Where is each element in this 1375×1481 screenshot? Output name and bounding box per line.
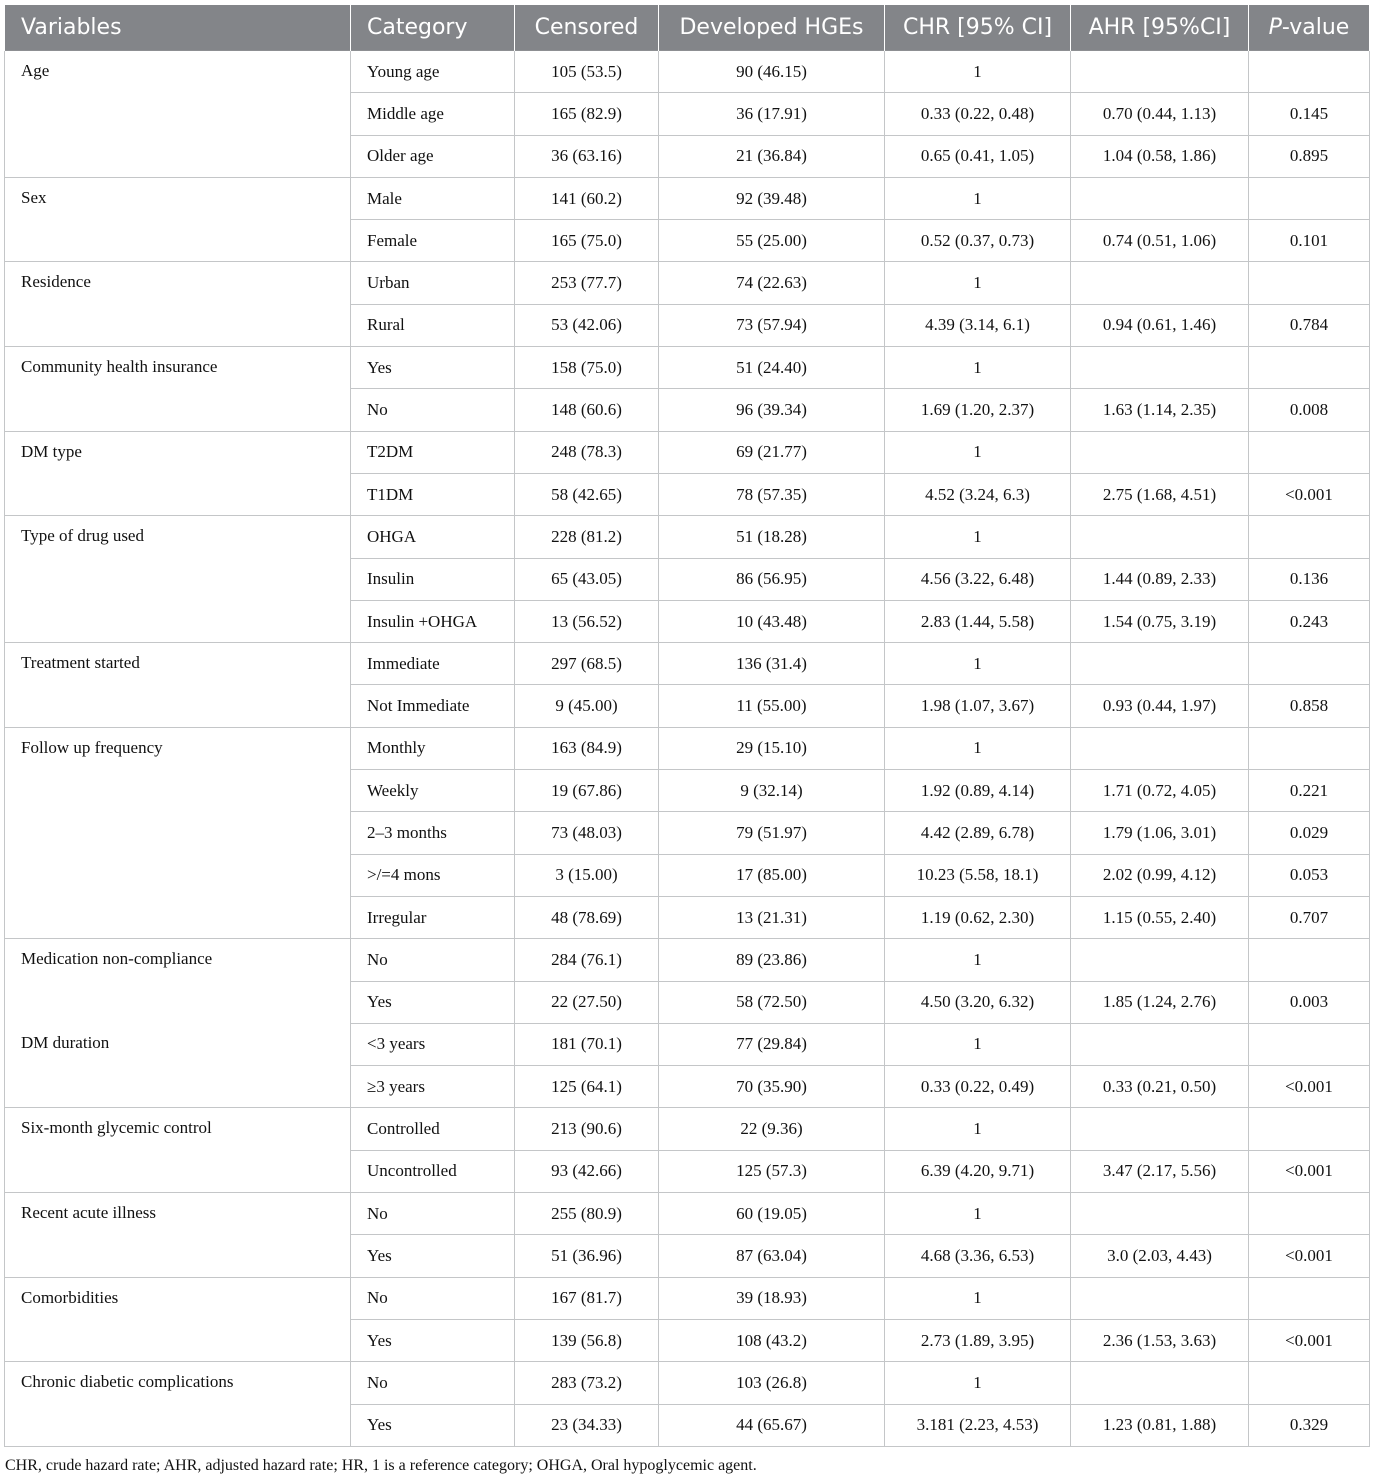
chr-cell: 1	[885, 1108, 1071, 1150]
p-value-cell: 0.145	[1249, 93, 1370, 135]
p-value-cell	[1249, 516, 1370, 558]
censored-cell: 65 (43.05)	[515, 558, 659, 600]
ahr-cell	[1071, 939, 1249, 981]
category-cell: No	[351, 939, 515, 981]
variable-cell: DM type	[5, 431, 351, 516]
category-cell: Not Immediate	[351, 685, 515, 727]
category-cell: T2DM	[351, 431, 515, 473]
category-cell: Insulin +OHGA	[351, 600, 515, 642]
variable-cell: Community health insurance	[5, 347, 351, 432]
developed-hges-cell: 125 (57.3)	[659, 1150, 885, 1192]
chr-cell: 1	[885, 1023, 1071, 1065]
developed-hges-cell: 17 (85.00)	[659, 854, 885, 896]
censored-cell: 13 (56.52)	[515, 600, 659, 642]
category-cell: T1DM	[351, 473, 515, 515]
ahr-cell: 3.47 (2.17, 5.56)	[1071, 1150, 1249, 1192]
chr-cell: 1	[885, 1277, 1071, 1319]
ahr-cell	[1071, 516, 1249, 558]
p-value-cell	[1249, 939, 1370, 981]
chr-cell: 1	[885, 177, 1071, 219]
header-developed-hges: Developed HGEs	[659, 5, 885, 51]
variable-cell: Recent acute illness	[5, 1193, 351, 1278]
category-cell: Immediate	[351, 643, 515, 685]
category-cell: Male	[351, 177, 515, 219]
ahr-cell	[1071, 177, 1249, 219]
chr-cell: 0.65 (0.41, 1.05)	[885, 135, 1071, 177]
censored-cell: 283 (73.2)	[515, 1362, 659, 1404]
hazard-table-container	[4, 5, 1369, 1447]
ahr-cell: 1.71 (0.72, 4.05)	[1071, 770, 1249, 812]
p-value-cell: 0.707	[1249, 896, 1370, 938]
censored-cell: 93 (42.66)	[515, 1150, 659, 1192]
censored-cell: 139 (56.8)	[515, 1319, 659, 1361]
developed-hges-cell: 136 (31.4)	[659, 643, 885, 685]
p-value-cell	[1249, 51, 1370, 93]
variable-cell: Treatment started	[5, 643, 351, 728]
header-censored: Censored	[515, 5, 659, 51]
variable-cell: DM duration	[5, 1023, 351, 1108]
p-value-cell: 0.329	[1249, 1404, 1370, 1446]
category-cell: Yes	[351, 1319, 515, 1361]
p-value-cell: <0.001	[1249, 1319, 1370, 1361]
variable-cell: Type of drug used	[5, 516, 351, 643]
category-cell: Uncontrolled	[351, 1150, 515, 1192]
ahr-cell: 0.93 (0.44, 1.97)	[1071, 685, 1249, 727]
p-value-cell: <0.001	[1249, 1235, 1370, 1277]
ahr-cell: 2.02 (0.99, 4.12)	[1071, 854, 1249, 896]
p-value-cell: 0.221	[1249, 770, 1370, 812]
p-value-cell	[1249, 643, 1370, 685]
ahr-cell	[1071, 262, 1249, 304]
category-cell: <3 years	[351, 1023, 515, 1065]
table-row	[5, 1362, 1370, 1404]
developed-hges-cell: 70 (35.90)	[659, 1066, 885, 1108]
p-value-cell	[1249, 177, 1370, 219]
header-variables: Variables	[5, 5, 351, 51]
ahr-cell: 1.04 (0.58, 1.86)	[1071, 135, 1249, 177]
category-cell: >/=4 mons	[351, 854, 515, 896]
chr-cell: 1.98 (1.07, 3.67)	[885, 685, 1071, 727]
developed-hges-cell: 108 (43.2)	[659, 1319, 885, 1361]
p-value-cell: 0.053	[1249, 854, 1370, 896]
ahr-cell	[1071, 431, 1249, 473]
ahr-cell	[1071, 347, 1249, 389]
p-value-cell	[1249, 1362, 1370, 1404]
category-cell: Young age	[351, 51, 515, 93]
table-row	[5, 1023, 1370, 1065]
p-value-cell: <0.001	[1249, 1150, 1370, 1192]
category-cell: Yes	[351, 1235, 515, 1277]
censored-cell: 167 (81.7)	[515, 1277, 659, 1319]
censored-cell: 141 (60.2)	[515, 177, 659, 219]
category-cell: Middle age	[351, 93, 515, 135]
developed-hges-cell: 87 (63.04)	[659, 1235, 885, 1277]
category-cell: Yes	[351, 1404, 515, 1446]
developed-hges-cell: 29 (15.10)	[659, 727, 885, 769]
ahr-cell	[1071, 727, 1249, 769]
censored-cell: 165 (82.9)	[515, 93, 659, 135]
chr-cell: 10.23 (5.58, 18.1)	[885, 854, 1071, 896]
p-value-cell	[1249, 1277, 1370, 1319]
censored-cell: 22 (27.50)	[515, 981, 659, 1023]
chr-cell: 1	[885, 727, 1071, 769]
category-cell: Yes	[351, 347, 515, 389]
censored-cell: 58 (42.65)	[515, 473, 659, 515]
category-cell: Older age	[351, 135, 515, 177]
category-cell: Insulin	[351, 558, 515, 600]
table-row	[5, 939, 1370, 981]
censored-cell: 19 (67.86)	[515, 770, 659, 812]
category-cell: Urban	[351, 262, 515, 304]
censored-cell: 53 (42.06)	[515, 304, 659, 346]
ahr-cell: 3.0 (2.03, 4.43)	[1071, 1235, 1249, 1277]
ahr-cell: 0.74 (0.51, 1.06)	[1071, 220, 1249, 262]
chr-cell: 0.33 (0.22, 0.48)	[885, 93, 1071, 135]
table-row	[5, 347, 1370, 389]
header-chr: CHR [95% CI]	[885, 5, 1071, 51]
censored-cell: 228 (81.2)	[515, 516, 659, 558]
censored-cell: 163 (84.9)	[515, 727, 659, 769]
variable-cell: Chronic diabetic complications	[5, 1362, 351, 1447]
ahr-cell	[1071, 1193, 1249, 1235]
ahr-cell: 2.75 (1.68, 4.51)	[1071, 473, 1249, 515]
p-value-cell: 0.243	[1249, 600, 1370, 642]
developed-hges-cell: 39 (18.93)	[659, 1277, 885, 1319]
category-cell: Rural	[351, 304, 515, 346]
chr-cell: 1	[885, 1193, 1071, 1235]
chr-cell: 4.52 (3.24, 6.3)	[885, 473, 1071, 515]
developed-hges-cell: 77 (29.84)	[659, 1023, 885, 1065]
chr-cell: 4.56 (3.22, 6.48)	[885, 558, 1071, 600]
developed-hges-cell: 13 (21.31)	[659, 896, 885, 938]
censored-cell: 297 (68.5)	[515, 643, 659, 685]
table-row	[5, 516, 1370, 558]
developed-hges-cell: 51 (18.28)	[659, 516, 885, 558]
header-ahr: AHR [95%CI]	[1071, 5, 1249, 51]
chr-cell: 0.33 (0.22, 0.49)	[885, 1066, 1071, 1108]
table-row	[5, 1108, 1370, 1150]
chr-cell: 4.50 (3.20, 6.32)	[885, 981, 1071, 1023]
censored-cell: 9 (45.00)	[515, 685, 659, 727]
p-value-cell	[1249, 1108, 1370, 1150]
variable-cell: Sex	[5, 177, 351, 262]
ahr-cell: 2.36 (1.53, 3.63)	[1071, 1319, 1249, 1361]
table-row	[5, 431, 1370, 473]
ahr-cell: 0.94 (0.61, 1.46)	[1071, 304, 1249, 346]
ahr-cell: 1.63 (1.14, 2.35)	[1071, 389, 1249, 431]
p-value-cell	[1249, 431, 1370, 473]
variable-cell: Six-month glycemic control	[5, 1108, 351, 1193]
ahr-cell	[1071, 1108, 1249, 1150]
variable-cell: Follow up frequency	[5, 727, 351, 938]
p-value-cell	[1249, 727, 1370, 769]
category-cell: OHGA	[351, 516, 515, 558]
developed-hges-cell: 96 (39.34)	[659, 389, 885, 431]
p-value-cell	[1249, 262, 1370, 304]
table-row	[5, 262, 1370, 304]
ahr-cell	[1071, 1023, 1249, 1065]
developed-hges-cell: 73 (57.94)	[659, 304, 885, 346]
chr-cell: 1.69 (1.20, 2.37)	[885, 389, 1071, 431]
chr-cell: 6.39 (4.20, 9.71)	[885, 1150, 1071, 1192]
chr-cell: 2.73 (1.89, 3.95)	[885, 1319, 1071, 1361]
p-value-cell	[1249, 1023, 1370, 1065]
category-cell: Controlled	[351, 1108, 515, 1150]
ahr-cell	[1071, 1277, 1249, 1319]
ahr-cell: 1.54 (0.75, 3.19)	[1071, 600, 1249, 642]
p-value-cell: 0.008	[1249, 389, 1370, 431]
category-cell: No	[351, 1362, 515, 1404]
chr-cell: 1	[885, 1362, 1071, 1404]
ahr-cell: 1.79 (1.06, 3.01)	[1071, 812, 1249, 854]
developed-hges-cell: 60 (19.05)	[659, 1193, 885, 1235]
developed-hges-cell: 78 (57.35)	[659, 473, 885, 515]
developed-hges-cell: 21 (36.84)	[659, 135, 885, 177]
ahr-cell: 1.23 (0.81, 1.88)	[1071, 1404, 1249, 1446]
developed-hges-cell: 44 (65.67)	[659, 1404, 885, 1446]
category-cell: Weekly	[351, 770, 515, 812]
variable-cell: Comorbidities	[5, 1277, 351, 1362]
table-row	[5, 51, 1370, 93]
p-value-cell: 0.029	[1249, 812, 1370, 854]
table-row	[5, 1277, 1370, 1319]
p-value-cell: 0.895	[1249, 135, 1370, 177]
ahr-cell: 1.44 (0.89, 2.33)	[1071, 558, 1249, 600]
ahr-cell	[1071, 51, 1249, 93]
table-row	[5, 1193, 1370, 1235]
censored-cell: 51 (36.96)	[515, 1235, 659, 1277]
developed-hges-cell: 51 (24.40)	[659, 347, 885, 389]
table-row	[5, 643, 1370, 685]
chr-cell: 0.52 (0.37, 0.73)	[885, 220, 1071, 262]
table-row	[5, 727, 1370, 769]
category-cell: No	[351, 1193, 515, 1235]
ahr-cell: 1.15 (0.55, 2.40)	[1071, 896, 1249, 938]
header-category: Category	[351, 5, 515, 51]
censored-cell: 48 (78.69)	[515, 896, 659, 938]
category-cell: No	[351, 1277, 515, 1319]
category-cell: No	[351, 389, 515, 431]
censored-cell: 181 (70.1)	[515, 1023, 659, 1065]
category-cell: Irregular	[351, 896, 515, 938]
developed-hges-cell: 9 (32.14)	[659, 770, 885, 812]
developed-hges-cell: 79 (51.97)	[659, 812, 885, 854]
hazard-table	[4, 5, 1370, 1447]
developed-hges-cell: 58 (72.50)	[659, 981, 885, 1023]
chr-cell: 1.92 (0.89, 4.14)	[885, 770, 1071, 812]
censored-cell: 105 (53.5)	[515, 51, 659, 93]
ahr-cell: 1.85 (1.24, 2.76)	[1071, 981, 1249, 1023]
censored-cell: 3 (15.00)	[515, 854, 659, 896]
ahr-cell: 0.70 (0.44, 1.13)	[1071, 93, 1249, 135]
chr-cell: 1.19 (0.62, 2.30)	[885, 896, 1071, 938]
developed-hges-cell: 11 (55.00)	[659, 685, 885, 727]
p-value-cell: 0.136	[1249, 558, 1370, 600]
censored-cell: 165 (75.0)	[515, 220, 659, 262]
censored-cell: 158 (75.0)	[515, 347, 659, 389]
chr-cell: 4.68 (3.36, 6.53)	[885, 1235, 1071, 1277]
chr-cell: 1	[885, 643, 1071, 685]
censored-cell: 213 (90.6)	[515, 1108, 659, 1150]
p-value-cell: 0.784	[1249, 304, 1370, 346]
category-cell: Monthly	[351, 727, 515, 769]
variable-cell: Residence	[5, 262, 351, 347]
chr-cell: 1	[885, 347, 1071, 389]
chr-cell: 1	[885, 262, 1071, 304]
censored-cell: 125 (64.1)	[515, 1066, 659, 1108]
p-value-cell: <0.001	[1249, 1066, 1370, 1108]
table-footnote: CHR, crude hazard rate; AHR, adjusted hazard rate; HR, 1 is a reference category; OHGA, Oral hypoglycemic agent.	[5, 1457, 757, 1474]
header-p-value-text: P-value	[1268, 15, 1350, 40]
developed-hges-cell: 10 (43.48)	[659, 600, 885, 642]
p-value-cell	[1249, 347, 1370, 389]
developed-hges-cell: 89 (23.86)	[659, 939, 885, 981]
ahr-cell: 0.33 (0.21, 0.50)	[1071, 1066, 1249, 1108]
developed-hges-cell: 92 (39.48)	[659, 177, 885, 219]
category-cell: 2–3 months	[351, 812, 515, 854]
developed-hges-cell: 86 (56.95)	[659, 558, 885, 600]
ahr-cell	[1071, 643, 1249, 685]
developed-hges-cell: 90 (46.15)	[659, 51, 885, 93]
table-body	[5, 51, 1370, 1447]
chr-cell: 1	[885, 939, 1071, 981]
developed-hges-cell: 74 (22.63)	[659, 262, 885, 304]
chr-cell: 4.39 (3.14, 6.1)	[885, 304, 1071, 346]
p-value-cell: 0.101	[1249, 220, 1370, 262]
p-value-cell: 0.003	[1249, 981, 1370, 1023]
category-cell: ≥3 years	[351, 1066, 515, 1108]
censored-cell: 248 (78.3)	[515, 431, 659, 473]
developed-hges-cell: 22 (9.36)	[659, 1108, 885, 1150]
table-row	[5, 177, 1370, 219]
censored-cell: 148 (60.6)	[515, 389, 659, 431]
chr-cell: 1	[885, 431, 1071, 473]
developed-hges-cell: 103 (26.8)	[659, 1362, 885, 1404]
developed-hges-cell: 55 (25.00)	[659, 220, 885, 262]
p-value-cell	[1249, 1193, 1370, 1235]
category-cell: Yes	[351, 981, 515, 1023]
chr-cell: 2.83 (1.44, 5.58)	[885, 600, 1071, 642]
header-p-value	[1249, 5, 1370, 51]
censored-cell: 255 (80.9)	[515, 1193, 659, 1235]
variable-cell: Age	[5, 51, 351, 178]
chr-cell: 4.42 (2.89, 6.78)	[885, 812, 1071, 854]
p-value-cell: 0.858	[1249, 685, 1370, 727]
chr-cell: 3.181 (2.23, 4.53)	[885, 1404, 1071, 1446]
p-value-cell: <0.001	[1249, 473, 1370, 515]
censored-cell: 73 (48.03)	[515, 812, 659, 854]
censored-cell: 284 (76.1)	[515, 939, 659, 981]
developed-hges-cell: 36 (17.91)	[659, 93, 885, 135]
censored-cell: 36 (63.16)	[515, 135, 659, 177]
censored-cell: 253 (77.7)	[515, 262, 659, 304]
developed-hges-cell: 69 (21.77)	[659, 431, 885, 473]
chr-cell: 1	[885, 51, 1071, 93]
header-row	[5, 5, 1370, 51]
chr-cell: 1	[885, 516, 1071, 558]
variable-cell: Medication non-compliance	[5, 939, 351, 1024]
category-cell: Female	[351, 220, 515, 262]
censored-cell: 23 (34.33)	[515, 1404, 659, 1446]
ahr-cell	[1071, 1362, 1249, 1404]
